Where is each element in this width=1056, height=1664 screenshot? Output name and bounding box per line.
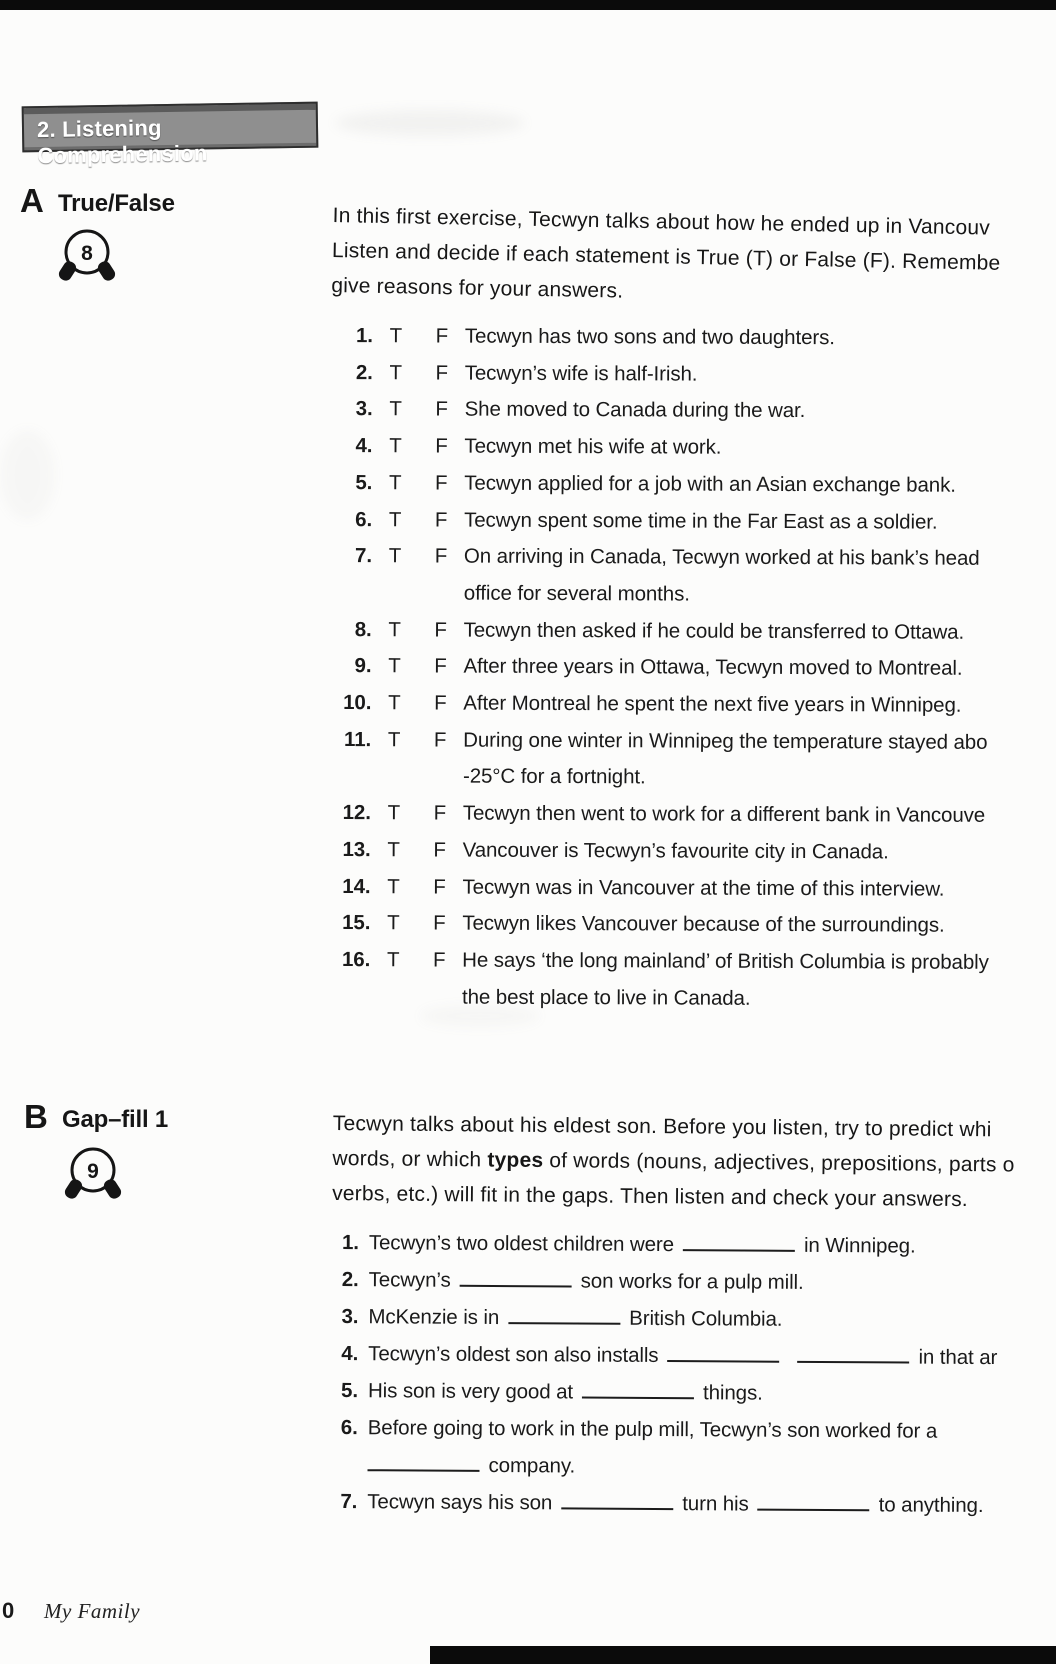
item-number: 2.: [355, 360, 373, 384]
true-option: T: [387, 874, 400, 898]
sentence: Tecwyn’s oldest son also installs in that ar: [368, 1342, 998, 1370]
statement: Tecwyn then asked if he could be transferred to Ottawa.: [463, 618, 965, 644]
tf-item-16: [330, 942, 1056, 1019]
gap-item-3: [332, 1298, 1056, 1340]
track-number-b: 9: [87, 1160, 99, 1183]
statement: On arriving in Canada, Tecwyn worked at his bank’s head office for several months.: [464, 539, 1056, 615]
tf-item-8: [332, 612, 1056, 652]
section-b-letter: B: [24, 1098, 48, 1135]
section-a-instructions: [331, 198, 1056, 318]
statement: He says ‘the long mainland’ of British Columbia is probably the best place to live in Canada.: [462, 943, 1056, 1019]
gap-blank: [667, 1346, 779, 1363]
item-number: 4.: [341, 1342, 359, 1366]
false-option: F: [434, 507, 448, 532]
false-option: F: [434, 654, 447, 678]
item-number: 1.: [355, 324, 373, 348]
gap-item-4: [332, 1335, 1056, 1377]
tf-item-2: [333, 355, 1056, 395]
headphones-icon: [62, 1140, 124, 1211]
statement: Tecwyn spent some time in the Far East as a soldier.: [464, 508, 938, 534]
gap-item-5: [332, 1372, 1056, 1414]
statement: Tecwyn applied for a job with an Asian exchange bank.: [464, 471, 956, 497]
true-option: T: [387, 838, 400, 862]
instruction-line: Tecwyn talks about his eldest son. Before you listen, try to predict whi: [332, 1111, 992, 1142]
true-option: T: [388, 691, 401, 715]
statement: Tecwyn likes Vancouver because of the surroundings.: [462, 911, 945, 937]
section-b-instructions: [332, 1106, 1056, 1218]
item-number: 6.: [340, 1416, 358, 1440]
section-b-title: Gap–fill 1: [62, 1106, 169, 1133]
statement: After three years in Ottawa, Tecwyn moved to Montreal.: [463, 654, 963, 681]
item-number: 13.: [342, 837, 371, 862]
gap-blank: [797, 1347, 909, 1364]
false-option: F: [435, 324, 449, 348]
gap-blank: [367, 1455, 479, 1472]
false-option: F: [434, 544, 448, 568]
instruction-line: Listen and decide if each statement is True (T) or False (F). Remembe: [331, 238, 1001, 275]
true-option: T: [387, 801, 401, 825]
statement: She moved to Canada during the war.: [464, 397, 806, 423]
tf-item-13: [331, 832, 1056, 872]
book-title: My Family: [44, 1599, 141, 1623]
gap-item-7: [331, 1483, 1056, 1525]
tf-item-11: [331, 722, 1056, 799]
statement-line-2: the best place to live in Canada.: [461, 985, 751, 1010]
statement: Tecwyn has two sons and two daughters.: [464, 324, 835, 350]
section-a-letter: A: [20, 182, 44, 219]
sentence: Tecwyn’s two oldest children were in Winnipeg.: [368, 1231, 916, 1258]
sentence: His son is very good at things.: [367, 1379, 763, 1405]
item-number: 8.: [354, 617, 372, 641]
item-number: 1.: [341, 1231, 359, 1255]
true-false-list: [330, 318, 1056, 1019]
tf-item-7: [332, 538, 1056, 615]
item-number: 11.: [344, 727, 372, 751]
page-number: 0: [2, 1598, 15, 1623]
gap-item-1: [333, 1224, 1056, 1266]
true-option: T: [386, 948, 400, 972]
item-number: 9.: [354, 654, 372, 678]
tf-item-14: [330, 869, 1056, 909]
statement: Tecwyn’s wife is half-Irish.: [464, 361, 698, 386]
headphones-icon: [56, 222, 118, 293]
scan-smudge: [0, 430, 55, 520]
true-option: T: [388, 617, 401, 641]
false-option: F: [433, 838, 446, 862]
statement-line-2: -25°C for a fortnight.: [462, 765, 646, 789]
item-number: 10.: [343, 691, 372, 715]
true-option: T: [389, 397, 402, 421]
tf-item-1: [333, 318, 1056, 358]
statement: Vancouver is Tecwyn’s favourite city in Canada.: [462, 838, 889, 864]
instruction-line: In this first exercise, Tecwyn talks about how he ended up in Vancouv: [332, 203, 991, 240]
statement: Tecwyn was in Vancouver at the time of this interview.: [462, 875, 945, 901]
false-option: F: [433, 801, 447, 825]
false-option: F: [435, 361, 449, 385]
item-number: 6.: [355, 507, 373, 531]
gap-item-6: [331, 1409, 1056, 1488]
sentence: Before going to work in the pulp mill, Tecwyn’s son worked for a company.: [367, 1416, 938, 1478]
true-option: T: [389, 360, 403, 385]
false-option: F: [434, 618, 447, 642]
tf-item-12: [331, 795, 1056, 835]
tf-item-10: [331, 685, 1056, 725]
tf-item-9: [331, 648, 1056, 688]
item-number: 5.: [341, 1379, 359, 1403]
true-option: T: [389, 434, 402, 458]
tf-item-6: [332, 502, 1056, 542]
true-option: T: [388, 544, 402, 568]
item-number: 7.: [340, 1490, 358, 1514]
section-header-title: 2. Listening Comprehension: [36, 115, 208, 169]
true-option: T: [388, 507, 402, 531]
sentence: Tecwyn’s son works for a pulp mill.: [368, 1268, 804, 1294]
section-a-title: True/False: [58, 190, 175, 217]
instruction-line: words, or which types of words (nouns, adjectives, prepositions, parts o: [332, 1146, 1015, 1177]
statement-line-2: office for several months.: [463, 581, 690, 606]
item-number: 3.: [341, 1305, 359, 1329]
true-option: T: [387, 727, 401, 752]
gap-blank: [561, 1493, 673, 1510]
gap-blank: [460, 1271, 572, 1288]
scan-edge-top: [0, 0, 1056, 10]
instruction-line: give reasons for your answers.: [331, 273, 624, 303]
item-number: 14.: [342, 874, 371, 898]
false-option: F: [432, 948, 446, 972]
true-option: T: [389, 471, 402, 495]
false-option: F: [435, 471, 448, 495]
true-option: T: [388, 654, 401, 678]
statement: After Montreal he spent the next five years in Winnipeg.: [463, 691, 962, 717]
scan-smudge: [335, 110, 525, 136]
item-number: 3.: [355, 397, 373, 421]
gap-blank: [582, 1383, 694, 1400]
item-number: 16.: [341, 947, 371, 972]
item-number: 5.: [355, 470, 373, 494]
instruction-line: verbs, etc.) will fit in the gaps. Then listen and check your answers.: [332, 1181, 968, 1212]
tf-item-3: [333, 391, 1056, 431]
track-number-a: 8: [81, 242, 93, 265]
false-option: F: [433, 911, 446, 935]
scan-edge-bottom: [430, 1646, 1056, 1664]
tf-item-15: [330, 905, 1056, 945]
item-number: 12.: [342, 801, 371, 825]
gap-blank: [508, 1308, 620, 1325]
gap-fill-list: [331, 1224, 1056, 1525]
false-option: F: [434, 691, 447, 715]
tf-item-4: [332, 428, 1056, 468]
item-number: 2.: [341, 1268, 359, 1292]
item-number: 7.: [355, 544, 373, 568]
gap-blank: [683, 1235, 795, 1252]
false-option: F: [433, 874, 446, 899]
tf-item-5: [332, 465, 1056, 505]
item-number: 4.: [355, 434, 373, 458]
true-option: T: [387, 911, 400, 935]
gap-item-2: [333, 1261, 1056, 1303]
section-header-bar: [22, 102, 319, 169]
statement: During one winter in Winnipeg the temperature stayed abo -25°C for a fortnight.: [463, 722, 1056, 798]
statement: Tecwyn then went to work for a different bank in Vancouve: [462, 801, 986, 827]
false-option: F: [435, 397, 448, 421]
sentence: McKenzie is in British Columbia.: [368, 1305, 783, 1331]
false-option: F: [435, 434, 448, 458]
gap-blank: [758, 1495, 870, 1512]
false-option: F: [433, 728, 447, 752]
sentence: Tecwyn says his son turn his to anything.: [367, 1490, 984, 1517]
true-option: T: [389, 324, 403, 348]
item-number: 15.: [342, 911, 371, 935]
statement: Tecwyn met his wife at work.: [464, 434, 722, 459]
